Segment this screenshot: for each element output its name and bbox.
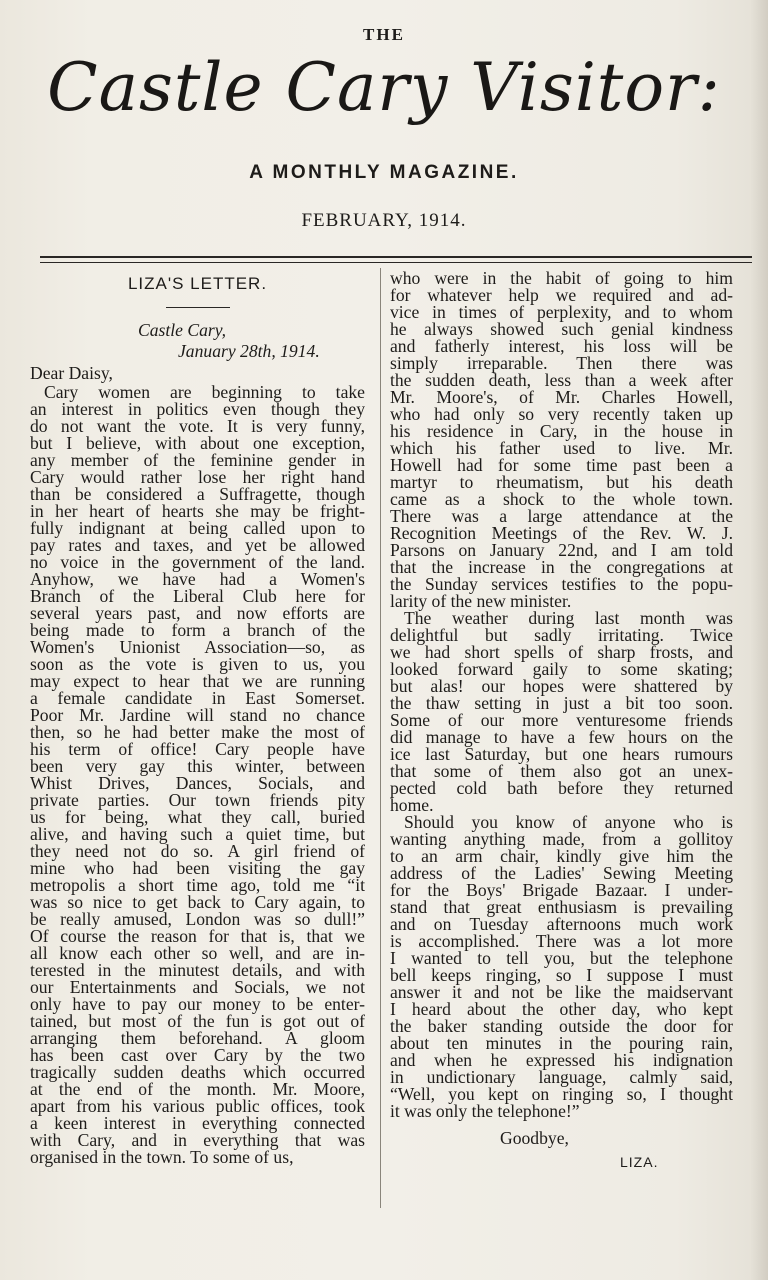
masthead-subtitle: A MONTHLY MAGAZINE. [249, 162, 519, 183]
text-line: Cary would rather lose her right hand [30, 467, 365, 487]
text-line: and on Tuesday afternoons much work [390, 914, 733, 934]
text-line: at the end of the month. Mr. Moore, [30, 1079, 365, 1099]
text-line: his term of office! Cary people have [30, 739, 365, 759]
text-line: Howell had for some time past been a [390, 455, 733, 475]
letter-place: Castle Cary, [138, 320, 226, 340]
column-divider [380, 268, 381, 1208]
letter-date: January 28th, 1914. [178, 341, 320, 361]
text-line: to an arm chair, kindly give him the [390, 846, 733, 866]
text-line: the Sunday services testifies to the popu- [390, 574, 733, 594]
masthead-rule-thin [40, 262, 752, 263]
text-line: Mr. Moore's, of Mr. Charles Howell, [390, 387, 733, 407]
text-line: only have to pay our money to be enter- [30, 994, 365, 1014]
text-line: no voice in the government of the land. [30, 552, 365, 572]
issue-date: FEBRUARY, 1914. [301, 210, 467, 231]
text-line: did manage to have a few hours on the [390, 727, 733, 747]
text-line: Parsons on January 22nd, and I am told [390, 540, 733, 560]
text-line: delightful but sadly irritating. Twice [390, 625, 733, 645]
text-line: pay rates and taxes, and yet be allowed [30, 535, 365, 555]
text-line: about ten minutes in the pouring rain, [390, 1033, 733, 1053]
heading-rule [166, 307, 230, 308]
text-line: Poor Mr. Jardine will stand no chance [30, 705, 365, 725]
text-line: we had short spells of sharp frosts, and [390, 642, 733, 662]
text-line: then, so he had better make the most of [30, 722, 365, 742]
text-line: tragically sudden deaths which occurred [30, 1062, 365, 1082]
text-line: The weather during last month was [404, 608, 733, 628]
masthead-title: Castle Cary Visitor: [47, 49, 721, 126]
text-line: our Entertainments and Socials, we not [30, 977, 365, 997]
text-line: ice last Saturday, but one hears rumours [390, 744, 733, 764]
text-line: for the Boys' Brigade Bazaar. I under- [390, 880, 733, 900]
right-column [390, 270, 733, 1172]
text-line: who were in the habit of going to him [390, 268, 733, 288]
text-line: in her heart of hearts she may be fright- [30, 501, 365, 521]
text-line: that some of them also got an unex- [390, 761, 733, 781]
page-edge-shadow [750, 0, 768, 1280]
right-column-text [390, 270, 733, 1120]
text-line: in undictionary language, calmly said, [390, 1067, 733, 1087]
text-line: a keen interest in everything connected [30, 1113, 365, 1133]
text-line: vice in times of perplexity, and to whom [390, 302, 733, 322]
text-line: a female candidate in East Somerset. [30, 688, 365, 708]
text-line: arranging them beforehand. A gloom [30, 1028, 365, 1048]
text-line: he always showed such genial kindness [390, 319, 733, 339]
text-line: but alas! our hopes were shattered by [390, 676, 733, 696]
text-line: I heard about the other day, who kept [390, 999, 733, 1019]
text-line: several years past, and now efforts are [30, 603, 365, 623]
text-line: Anyhow, we have had a Women's [30, 569, 365, 589]
text-line: been very gay this winter, between [30, 756, 365, 776]
text-line: wanting anything made, from a gollitoy [390, 829, 733, 849]
text-line: they need not do so. A girl friend of [30, 841, 365, 861]
text-line: answer it and not be like the maidservant [390, 982, 733, 1002]
text-line: is accomplished. There was a lot more [390, 931, 733, 951]
text-line: tained, but most of the fun is got out of [30, 1011, 365, 1031]
text-line: I wanted to tell you, but the telephone [390, 948, 733, 968]
text-line: There was a large attendance at the [390, 506, 733, 526]
text-line: that the increase in the congregations at [390, 557, 733, 577]
text-line: the sudden death, less than a week after [390, 370, 733, 390]
text-line: Of course the reason for that is, that we [30, 926, 365, 946]
text-line: has been cast over Cary by the two [30, 1045, 365, 1065]
text-line: and when he expressed his indignation [390, 1050, 733, 1070]
text-line: do not want the vote. It is very funny, [30, 416, 365, 436]
text-line: Branch of the Liberal Club here for [30, 586, 365, 606]
text-line: being made to form a branch of the [30, 620, 365, 640]
text-line: Women's Unionist Association—so, as [30, 637, 365, 657]
text-line: address of the Ladies' Sewing Meeting [390, 863, 733, 883]
text-line: be really amused, London was so dull!” [30, 909, 365, 929]
text-line: Recognition Meetings of the Rev. W. J. [390, 523, 733, 543]
text-line: soon as the vote is given to us, you [30, 654, 365, 674]
text-line: stand that great enthusiasm is prevailing [390, 897, 733, 917]
text-line: pected cold bath before they returned [390, 778, 733, 798]
text-line: alive, and having such a quiet time, but [30, 824, 365, 844]
text-line: mine who had been visiting the gay [30, 858, 365, 878]
text-line: terested in the minutest details, and with [30, 960, 365, 980]
letter-closing: Goodbye, [500, 1128, 569, 1148]
text-line: the thaw setting in just a bit too soon. [390, 693, 733, 713]
text-line: but I believe, with about one exception, [30, 433, 365, 453]
text-line: Whist Drives, Dances, Socials, and [30, 773, 365, 793]
text-line: martyr to rheumatism, but his death [390, 472, 733, 492]
left-column-text [30, 384, 365, 1166]
article-heading: LIZA'S LETTER. [127, 274, 268, 293]
text-line: fully indignant at being called upon to [30, 518, 365, 538]
text-line: bell keeps ringing, so I suppose I must [390, 965, 733, 985]
text-line: an interest in politics even though they [30, 399, 365, 419]
left-column [30, 270, 365, 1166]
text-line: any member of the feminine gender in [30, 450, 365, 470]
text-line: simply irreparable. Then there was [390, 353, 733, 373]
text-line: all know each other so well, and are in- [30, 943, 365, 963]
text-line: it was only the telephone!” [390, 1101, 580, 1121]
text-line: home. [390, 795, 434, 815]
text-line: private parties. Our town friends pity [30, 790, 365, 810]
text-line: than be considered a Suffragette, though [30, 484, 365, 504]
text-line: organised in the town. To some of us, [30, 1147, 294, 1167]
letter-signature: LIZA. [620, 1154, 659, 1170]
text-line: for whatever help we required and ad- [390, 285, 733, 305]
text-line: apart from his various public offices, took [30, 1096, 365, 1116]
salutation: Dear Daisy, [30, 363, 113, 383]
text-line: Cary women are beginning to take [44, 382, 365, 402]
text-line: came as a shock to the whole town. [390, 489, 733, 509]
text-line: his residence in Cary, in the house in [390, 421, 733, 441]
masthead-rule [40, 256, 752, 258]
text-line: Should you know of anyone who is [404, 812, 733, 832]
text-line: was so nice to get back to Cary again, to [30, 892, 365, 912]
text-line: may expect to hear that we are running [30, 671, 365, 691]
text-line: us for being, what they call, buried [30, 807, 365, 827]
text-line: which his father used to live. Mr. [390, 438, 733, 458]
text-line: looked forward gaily to some skating; [390, 659, 733, 679]
text-line: and fatherly interest, his loss will be [390, 336, 733, 356]
text-line: larity of the new minister. [390, 591, 572, 611]
text-line: with Cary, and in everything that was [30, 1130, 365, 1150]
text-line: who had only so very recently taken up [390, 404, 733, 424]
masthead-the: THE [363, 25, 405, 44]
text-line: Some of our more venturesome friends [390, 710, 733, 730]
text-line: the baker standing outside the door for [390, 1016, 733, 1036]
text-line: “Well, you kept on ringing so, I thought [390, 1084, 733, 1104]
text-line: metropolis a short time ago, told me “it [30, 875, 365, 895]
